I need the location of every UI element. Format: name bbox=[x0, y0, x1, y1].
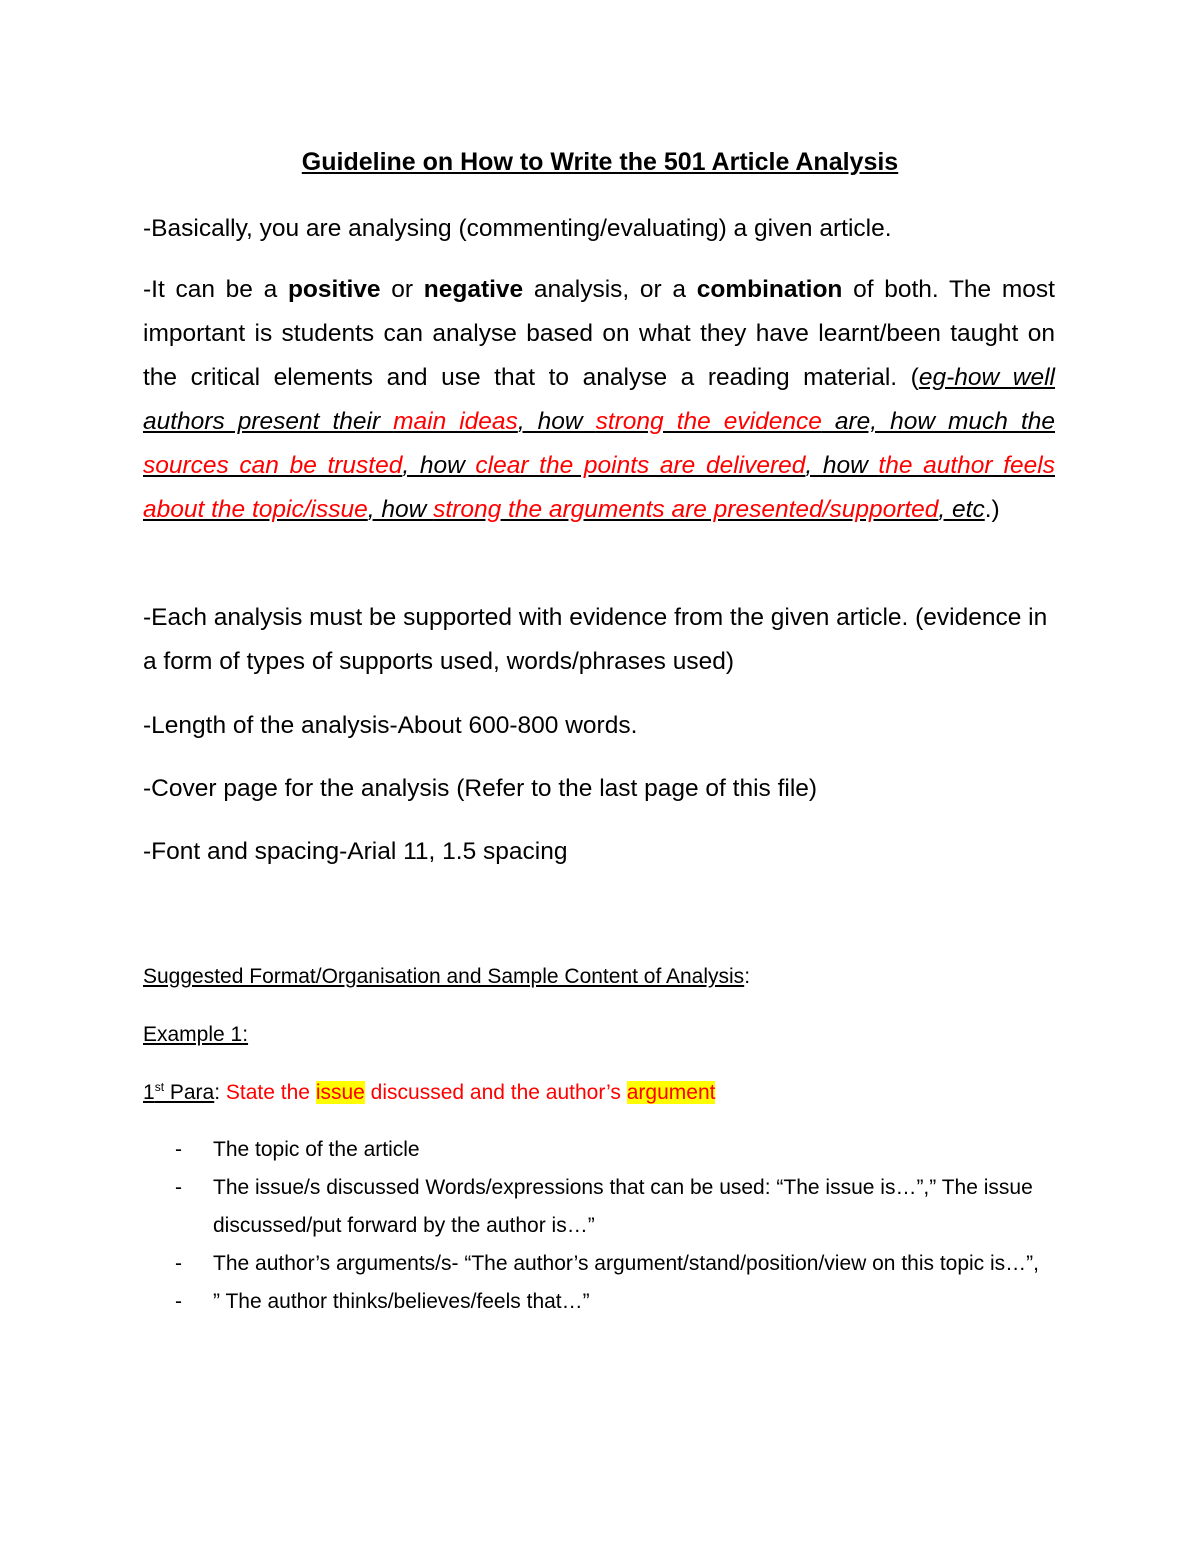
combination-term: combination bbox=[696, 276, 843, 303]
issue-highlight: issue bbox=[315, 1081, 365, 1104]
cover-page-paragraph: -Cover page for the analysis (Refer to the last page of this file) bbox=[143, 775, 818, 802]
intro-paragraph: -Basically, you are analysing (commenting/evaluating) a given article. bbox=[143, 215, 892, 242]
evidence-paragraph: -Each analysis must be supported with evidence from the given article. (evidence in a form of types of supports used, words/phrases used) bbox=[143, 604, 1048, 675]
negative-term: negative bbox=[423, 276, 524, 303]
font-spacing-paragraph: -Font and spacing-Arial 11, 1.5 spacing bbox=[143, 838, 568, 865]
positive-term: positive bbox=[287, 276, 381, 303]
list-item: - The author’s arguments/s- “The author’s argument/stand/position/view on this topic is…”, bbox=[175, 1252, 1040, 1275]
list-item: - The issue/s discussed Words/expressions that can be used: “The issue is…”,” The issue discussed/put forward by the author is…” bbox=[175, 1176, 1033, 1237]
analysis-type-paragraph: -It can be a positive or negative analysis, or a combination of both. The most important is students can analyse based on what they have learnt/been taught on the critical elements and use that to analyse a reading material. (eg-how well authors present their main ideas, how strong the evidence are, how much the sources can be trusted, how clear the points are delivered, how the author feels about the topic/issue, how strong the arguments are presented/supported, etc.) bbox=[143, 276, 1056, 523]
argument-highlight: argument bbox=[626, 1081, 716, 1104]
example-list: eg-how well authors present their main ideas, how strong the evidence are, how much the sources can be trusted, how clear the points are delivered, how the author feels about the topic/issue, how strong the arguments are presented/supported, etc bbox=[143, 364, 1056, 523]
example-heading: Example 1: bbox=[143, 1023, 249, 1046]
first-para-heading: 1st Para: State the issue discussed and the author’s argument bbox=[143, 1080, 716, 1104]
format-heading: Suggested Format/Organisation and Sample Content of Analysis: bbox=[143, 965, 751, 988]
length-paragraph: -Length of the analysis-About 600-800 words. bbox=[143, 712, 638, 739]
list-item: - The topic of the article bbox=[175, 1138, 420, 1161]
content-list bbox=[143, 1131, 1073, 1321]
document-title: Guideline on How to Write the 501 Article Analysis bbox=[301, 148, 899, 176]
list-item: - ” The author thinks/believes/feels that…” bbox=[175, 1290, 590, 1313]
